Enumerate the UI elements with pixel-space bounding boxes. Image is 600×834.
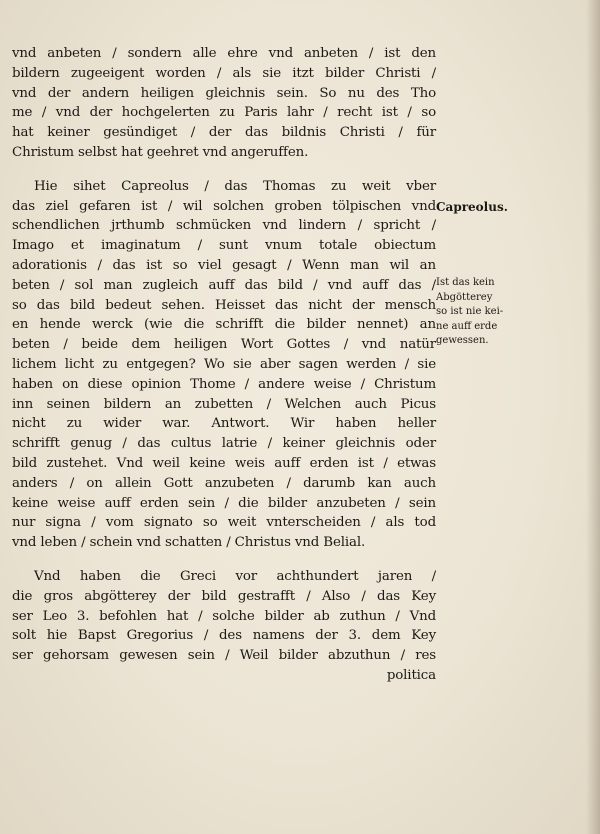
text-line: die gros abgötterey der bild gestrafft / Also / das Key	[12, 588, 436, 604]
text-line: ser gehorsam gewesen sein / Weil bilder abzuthun / res	[12, 648, 436, 664]
text-line: me / vnd der hochgelerten zu Paris lahr / recht ist / so	[12, 105, 436, 121]
text-line: Imago et imaginatum / sunt vnum totale obiectum	[12, 238, 436, 254]
text-line: adorationis / das ist so viel gesagt / Wenn man wil an	[12, 257, 436, 273]
text-line: hat keiner gesündiget / der das bildnis Christi / für	[12, 125, 436, 141]
text-line: beten / beide dem heiligen Wort Gottes / vnd natür	[12, 337, 436, 353]
margin-note-abgoetterey	[436, 276, 516, 349]
text-line: vnd anbeten / sondern alle ehre vnd anbeten / ist den	[12, 46, 436, 61]
text-line: schrifft genug / das cultus latrie / keiner gleichnis oder	[12, 436, 436, 452]
text-line: beten / sol man zugleich auff das bild / vnd auff das /	[12, 277, 436, 293]
text-line: anders / on allein Gott anzubeten / darumb kan auch	[12, 475, 436, 491]
text-line: schendlichen jrthumb schmücken vnd lindern / spricht /	[12, 218, 436, 234]
margin-note-line: ne auff erde	[436, 320, 498, 332]
paragraph-2	[12, 177, 436, 553]
text-line: bild zustehet. Vnd weil keine weis auff erden ist / etwas	[12, 455, 436, 471]
paragraph-gap	[12, 163, 436, 177]
text-line: lichem licht zu entgegen? Wo sie aber sagen werden / sie	[12, 356, 436, 372]
text-line: Christum selbst hat geehret vnd angeruffen.	[12, 144, 309, 160]
margin-note-line: Ist das kein	[436, 277, 495, 288]
margin-note-line: so ist nie kei-	[436, 306, 504, 317]
catchword: politica	[386, 667, 436, 683]
margin-note-line: Abgötterey	[436, 291, 493, 303]
text-line: Hie sihet Capreolus / das Thomas zu weit vber	[34, 178, 436, 194]
paragraph-gap	[12, 553, 436, 567]
text-line: keine weise auff erden sein / die bilder anzubeten / sein	[12, 495, 436, 511]
text-line: en hende werck (wie die schrifft die bilder nennet) an	[12, 317, 436, 333]
page-gutter-shadow	[586, 0, 600, 834]
text-line: das ziel gefaren ist / wil solchen groben tölpischen vnd	[12, 198, 436, 214]
margin-note-line: gewessen.	[436, 335, 489, 346]
main-text-block	[12, 44, 436, 686]
text-line: nicht zu wider war. Antwort. Wir haben heller	[12, 416, 436, 432]
text-line: ser Leo 3. befohlen hat / solche bilder ab zuthun / Vnd	[12, 608, 436, 624]
paragraph-1	[12, 44, 436, 163]
margin-note-capreolus: Capreolus.	[436, 200, 508, 214]
text-line: Vnd haben die Greci vor achthundert jaren /	[34, 568, 436, 584]
text-line: so das bild bedeut sehen. Heisset das nicht der mensch	[12, 297, 436, 313]
text-line: bildern zugeeigent worden / als sie itzt bilder Christi /	[12, 65, 436, 81]
text-line: solt hie Bapst Gregorius / des namens der 3. dem Key	[12, 628, 436, 644]
paragraph-3	[12, 567, 436, 686]
text-line: inn seinen bildern an zubetten / Welchen auch Picus	[12, 396, 436, 412]
text-line: haben on diese opinion Thome / andere weise / Christum	[12, 376, 436, 392]
text-line: vnd leben / schein vnd schatten / Christus vnd Belial.	[12, 535, 366, 551]
text-line: nur signa / vom signato so weit vnterscheiden / als tod	[12, 515, 436, 531]
text-line: vnd der andern heiligen gleichnis sein. So nu des Tho	[12, 85, 436, 101]
